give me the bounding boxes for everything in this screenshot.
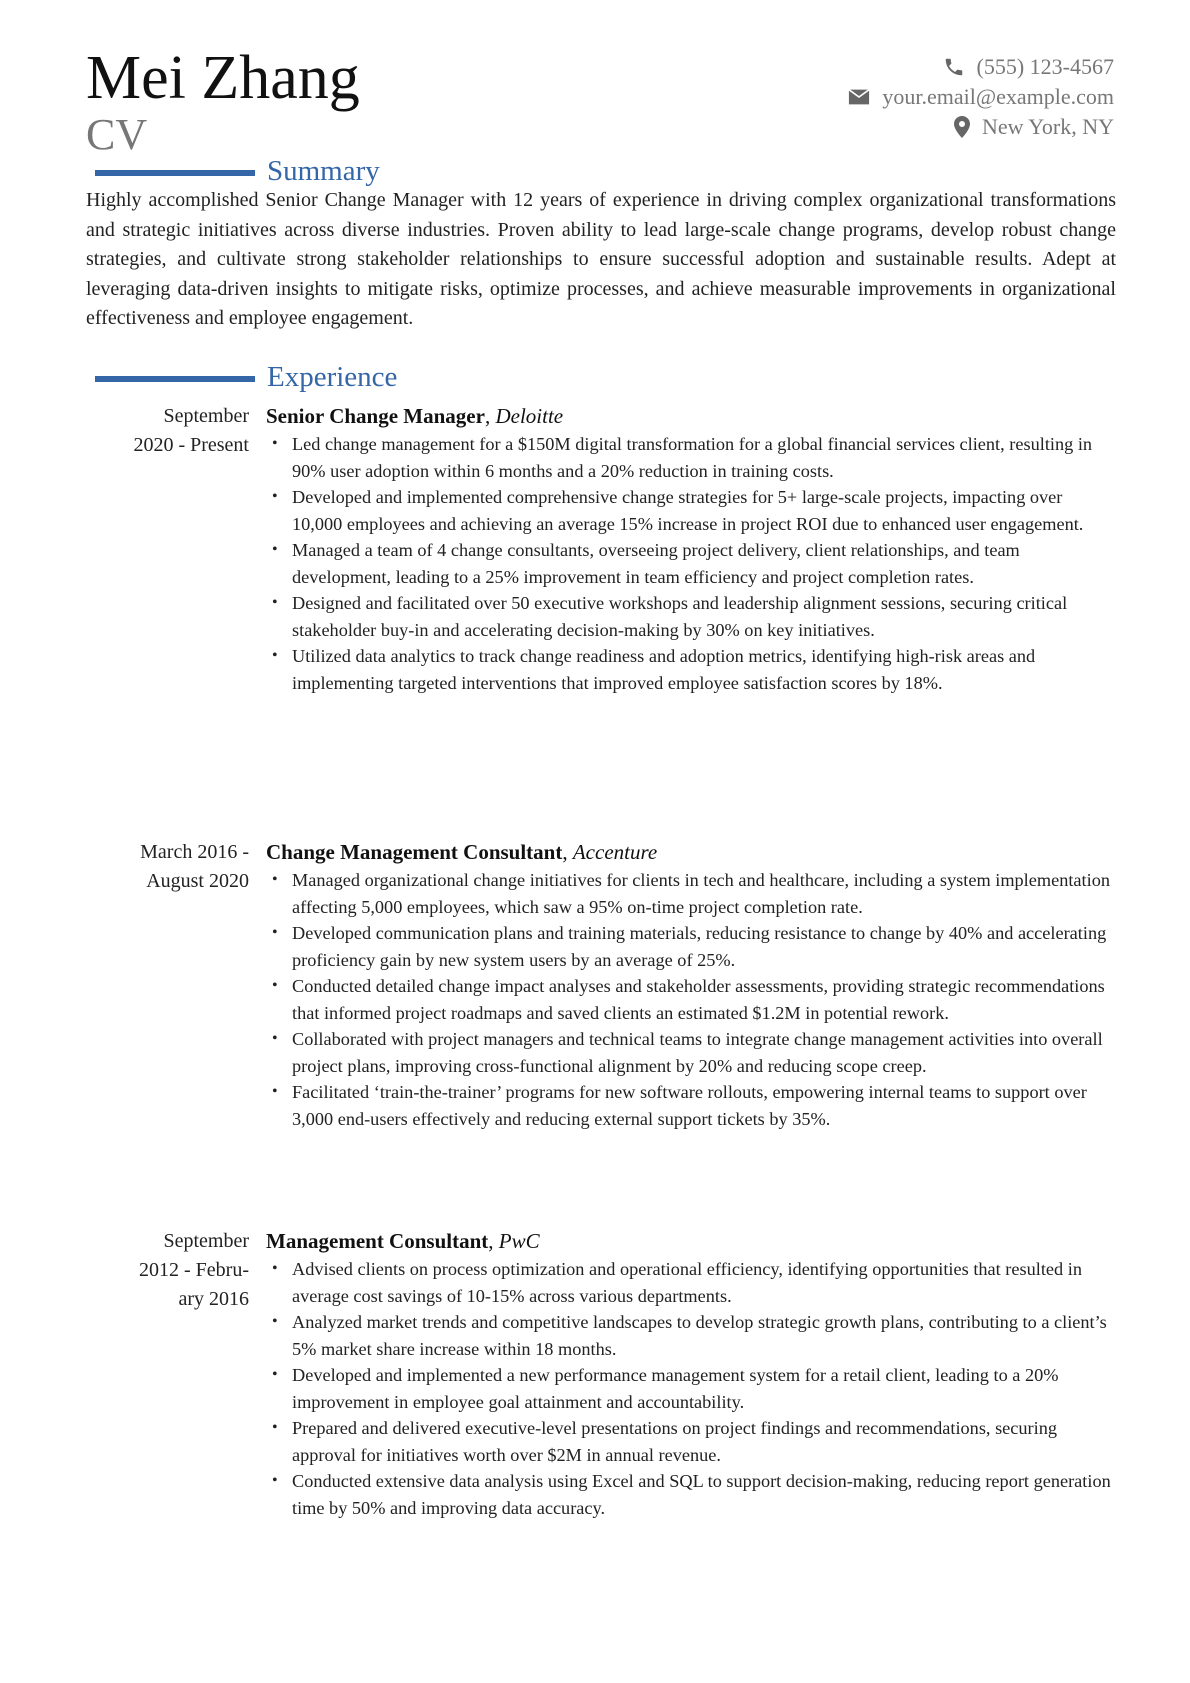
phone-icon (943, 56, 965, 78)
job-title-line: Senior Change Manager, Deloitte (266, 404, 564, 428)
job-title-line: Change Management Consultant, Accenture (266, 840, 658, 864)
job-date-line: September (163, 405, 249, 427)
list-item: • Developed communication plans and training materials, reducing resistance to change by 40% and accelerating proficiency gain by new system users by an average of 25%. (272, 923, 1107, 970)
job-company: Deloitte (495, 404, 564, 428)
job-role: Senior Change Manager (266, 404, 485, 428)
list-item: • Utilized data analytics to track change readiness and adoption metrics, identifying high-risk areas and implementing targeted interventions that improved employee satisfaction scores by 18%. (272, 646, 1036, 693)
job-content (266, 1227, 1116, 1521)
list-item: • Prepared and delivered executive-level presentations on project findings and recommendations, securing approval for initiatives worth over $2M in annual revenue. (272, 1418, 1058, 1465)
job-dates (86, 838, 249, 896)
contact-email (848, 82, 1114, 112)
job-content (266, 402, 1116, 696)
experience-heading: Experience (267, 361, 398, 393)
job-date-line: 2012 - Febru- (139, 1259, 249, 1281)
list-item: • Designed and facilitated over 50 executive workshops and leadership alignment sessions, securing critical stakeholder buy-in and accelerating decision-making by 30% on key initiatives. (272, 593, 1068, 640)
summary-heading: Summary (267, 155, 380, 187)
section-accent-bar (95, 170, 255, 176)
job-date-line: September (163, 1230, 249, 1252)
job-dates (86, 1227, 249, 1314)
summary-section-header (95, 155, 995, 187)
list-item: • Analyzed market trends and competitive landscapes to develop strategic growth plans, contributing to a client’s 5% market share increase within 18 months. (272, 1312, 1107, 1359)
location-pin-icon (954, 116, 970, 138)
contact-block (848, 52, 1114, 142)
list-item: • Managed organizational change initiatives for clients in tech and healthcare, including a system implementation affecting 5,000 employees, which saw a 95% on-time project completion rate. (272, 870, 1110, 917)
job-bullets (266, 867, 1116, 1132)
job-company: Accenture (572, 840, 658, 864)
phone-number[interactable]: (555) 123-4567 (976, 54, 1114, 79)
list-item: • Developed and implemented comprehensive change strategies for 5+ large-scale projects, impacting over 10,000 employees and achieving an average 15% increase in project ROI due to enhanced user engagement. (272, 487, 1084, 534)
list-item: • Facilitated ‘train-the-trainer’ programs for new software rollouts, empowering internal teams to support over 3,000 end-users effectively and reducing external support tickets by 35%. (272, 1082, 1087, 1129)
list-item: • Led change management for a $150M digital transformation for a global financial services client, resulting in 90% user adoption within 6 months and a 20% reduction in training costs. (272, 434, 1093, 481)
job-date-line: August 2020 (146, 870, 249, 892)
job-date-line: 2020 - Present (133, 434, 249, 456)
contact-location (848, 112, 1114, 142)
document-subtitle: CV (86, 110, 148, 159)
candidate-name: Mei Zhang (86, 44, 360, 112)
list-item: • Collaborated with project managers and technical teams to integrate change management activities into overall project plans, improving cross-functional alignment by 20% and reducing scope creep. (272, 1029, 1103, 1076)
job-role: Management Consultant (266, 1229, 489, 1253)
job-dates (86, 402, 249, 460)
list-item: • Conducted detailed change impact analyses and stakeholder assessments, providing strategic recommendations that informed project roadmaps and saved clients an estimated $1.2M in potential rework. (272, 976, 1105, 1023)
summary-text: Highly accomplished Senior Change Manager with 12 years of experience in driving complex organizational transformations and strategic initiatives across diverse industries. Proven ability to lead large-scale change programs, develop robust change strategies, and cultivate strong stakeholder relationships to ensure successful adoption and sustainable results. Adept at leveraging data-driven insights to mitigate risks, optimize processes, and achieve measurable improvements in organizational effectiveness and employee engagement. (86, 189, 1116, 329)
job-bullets (266, 431, 1116, 696)
list-item: • Advised clients on process optimization and operational efficiency, identifying opportunities that resulted in average cost savings of 10-15% across various departments. (272, 1259, 1082, 1306)
experience-section-header (95, 361, 995, 393)
section-accent-bar (95, 376, 255, 382)
job-company: PwC (498, 1229, 540, 1253)
job-bullets (266, 1256, 1116, 1521)
job-date-line: ary 2016 (178, 1288, 249, 1310)
envelope-icon (848, 88, 870, 106)
list-item: • Conducted extensive data analysis using Excel and SQL to support decision-making, reducing report generation time by 50% and improving data accuracy. (272, 1471, 1111, 1518)
email-address[interactable]: your.email@example.com (882, 84, 1114, 109)
location-text: New York, NY (981, 114, 1114, 139)
list-item: • Developed and implemented a new performance management system for a retail client, leading to a 20% improvement in employee goal attainment and accountability. (272, 1365, 1059, 1412)
list-item: • Managed a team of 4 change consultants, overseeing project delivery, client relationships, and team development, leading to a 25% improvement in team efficiency and project completion rates. (272, 540, 1020, 587)
job-title-line: Management Consultant, PwC (266, 1229, 540, 1253)
job-role: Change Management Consultant (266, 840, 563, 864)
job-content (266, 838, 1116, 1132)
job-date-line: March 2016 - (140, 841, 249, 863)
contact-phone (848, 52, 1114, 82)
